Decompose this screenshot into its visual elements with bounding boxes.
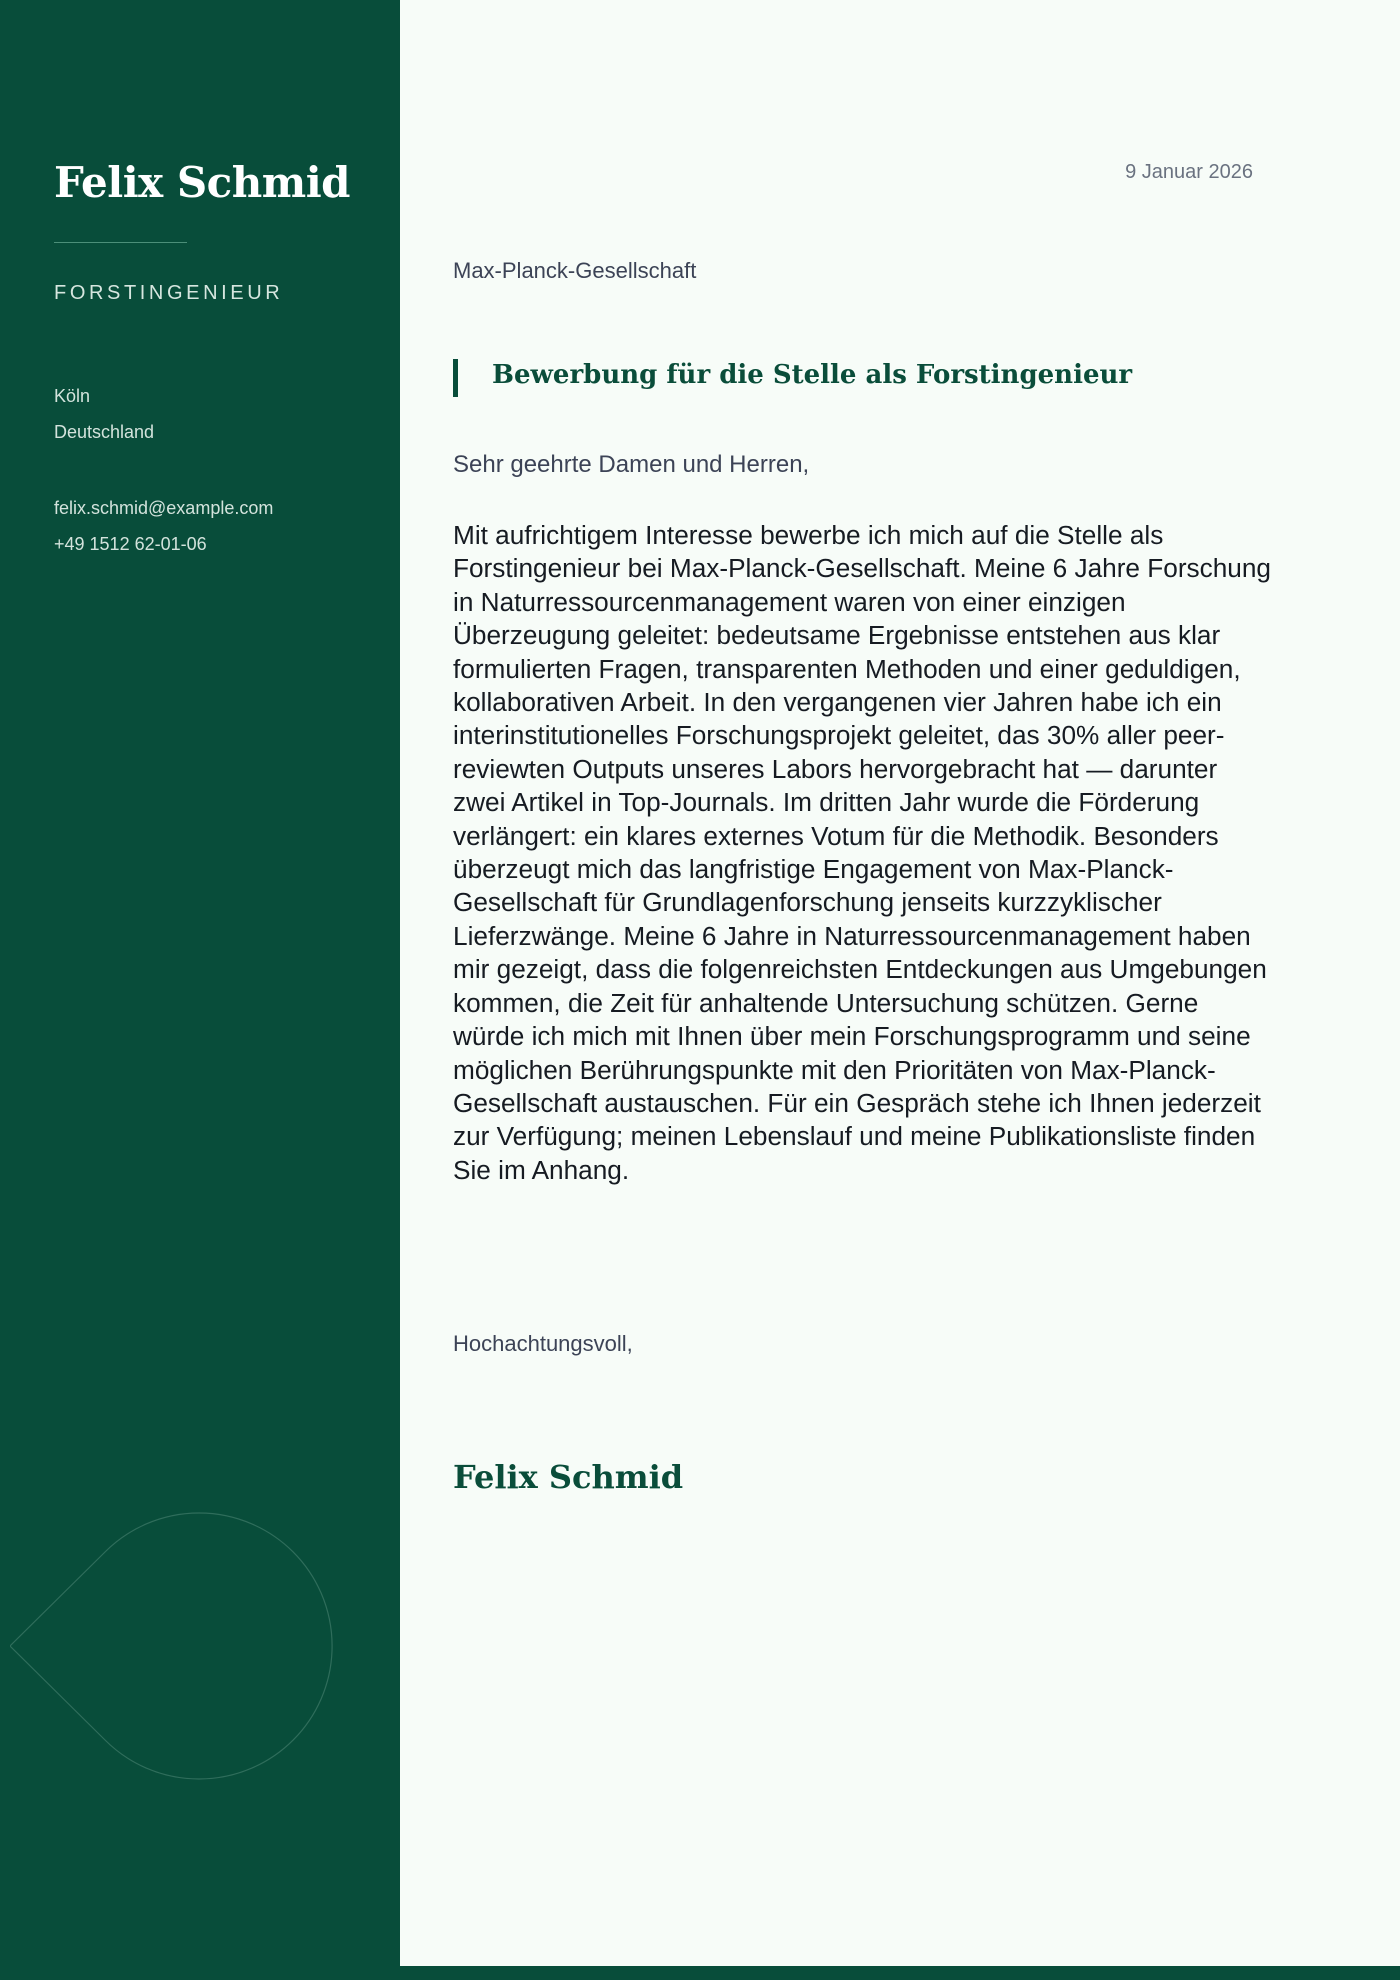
sidebar [0, 0, 400, 1980]
letter-subject: Bewerbung für die Stelle als Forstingenieur [492, 360, 1133, 390]
job-title: FORSTINGENIEUR [54, 282, 284, 304]
letter-date: 9 Januar 2026 [1125, 161, 1253, 183]
letter-body: Mit aufrichtigem Interesse bewerbe ich mich auf die Stelle als Forstingenieur bei Max-Planck-Gesellschaft. Meine 6 Jahre Forschung in Naturressourcenmanagement waren von einer einzigen Überzeugung geleitet: bedeutsame Ergebnisse entstehen aus klar formulierten Fragen, transparenten Methoden und einer geduldigen, kollaborativen Arbeit. In den vergangenen vier Jahren habe ich ein interinstitutionelles Forschungsprojekt geleitet, das 30% aller peer-reviewten Outputs unseres Labors hervorgebracht hat — darunter zwei Artikel in Top-Journals. Im dritten Jahr wurde die Förderung verlängert: ein klares externes Votum für die Methodik. Besonders überzeugt mich das langfristige Engagement von Max-Planck-Gesellschaft für Grundlagenforschung jenseits kurzzyklischer Lieferzwänge. Meine 6 Jahre in Naturressourcenmanagement haben mir gezeigt, dass die folgenreichsten Entdeckungen aus Umgebungen kommen, die Zeit für anhaltende Untersuchung schützen. Gerne würde ich mich mit Ihnen über mein Forschungsprogramm und seine möglichen Berührungspunkte mit den Prioritäten von Max-Planck-Gesellschaft austauschen. Für ein Gespräch stehe ich Ihnen jederzeit zur Verfügung; meinen Lebenslauf und meine Publikationsliste finden Sie im Anhang. [453, 520, 1272, 1185]
contact-country: Deutschland [54, 422, 155, 442]
contact-city: Köln [54, 386, 91, 406]
contact-email[interactable]: felix.schmid@example.com [54, 498, 274, 518]
letter-page [400, 0, 1400, 1966]
recipient: Max-Planck-Gesellschaft [453, 258, 697, 283]
closing: Hochachtungsvoll, [453, 1331, 633, 1356]
leaf-outline-icon [10, 1512, 334, 1782]
salutation: Sehr geehrte Damen und Herren, [453, 451, 810, 478]
sidebar-divider [54, 242, 187, 243]
subject-accent-bar [453, 359, 458, 397]
contact-phone[interactable]: +49 1512 62-01-06 [54, 534, 207, 554]
signature: Felix Schmid [453, 1458, 684, 1496]
sidebar-name: Felix Schmid [54, 158, 351, 207]
